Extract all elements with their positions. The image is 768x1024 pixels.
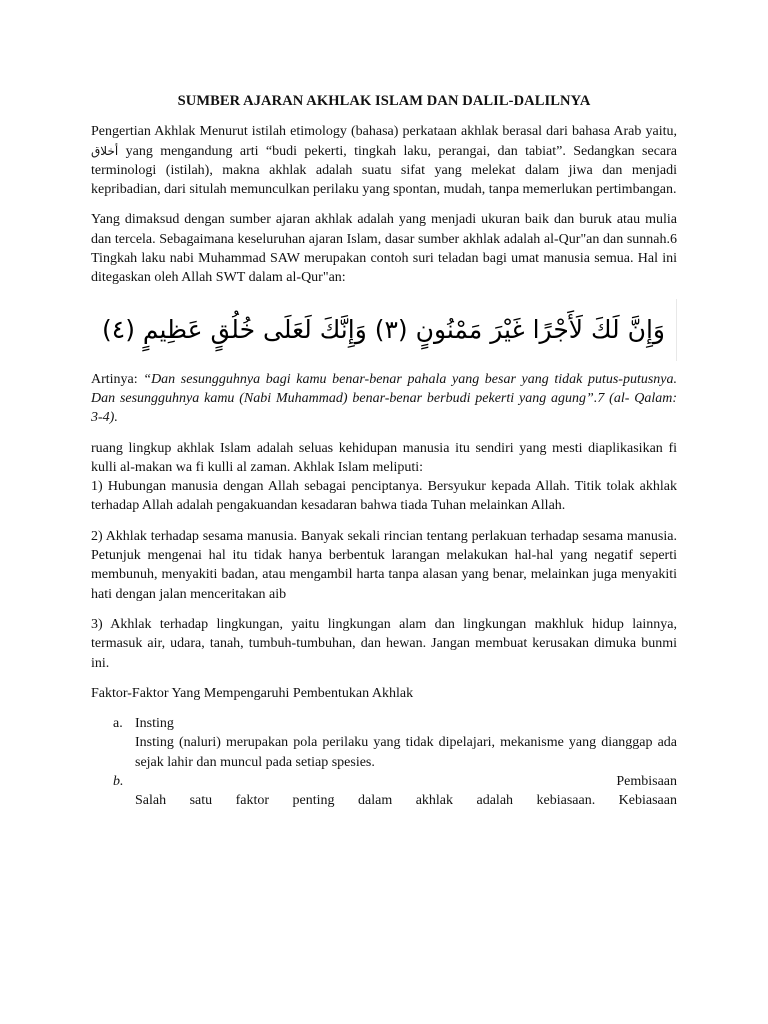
document-title: SUMBER AJARAN AKHLAK ISLAM DAN DALIL-DALILNYA bbox=[177, 93, 591, 109]
translation-label: Artinya: bbox=[91, 371, 138, 387]
paragraph-source: Yang dimaksud dengan sumber ajaran akhlak adalah yang menjadi ukuran baik dan buruk atau mulia dan tercela. Sebagaimana keseluruhan ajaran Islam, dasar sumber akhlak adalah al-Qur"an dan sunnah.6 Tingkah laku nabi Muhammad SAW merupakan contoh suri teladan bagi umat manusia semua. Hal ini ditegaskan oleh Allah SWT dalam al-Qur"an: bbox=[91, 212, 677, 286]
paragraph-definition-part1: Pengertian Akhlak Menurut istilah etimology (bahasa) perkataan akhlak berasal dari bahasa Arab yaitu, bbox=[91, 124, 677, 140]
paragraph-point3: 3) Akhlak terhadap lingkungan, yaitu lingkungan alam dan lingkungan makhluk hidup lainnya, termasuk air, udara, tanah, tumbuh-tumbuhan, dan hewan. Jangan membuat kerusakan dimuka bunmi ini. bbox=[91, 616, 677, 671]
list-marker: b. bbox=[113, 774, 124, 790]
translation-text: “Dan sesungguhnya bagi kamu benar-benar pahala yang besar yang tidak putus-putusnya. Dan sesungguhnya kamu (Nabi Muhammad) benar-benar berbudi pekerti yang agung”. bbox=[91, 371, 678, 406]
section-heading-factors: Faktor-Faktor Yang Mempengaruhi Pembentukan Akhlak bbox=[91, 685, 414, 701]
paragraph-point2: 2) Akhlak terhadap sesama manusia. Banyak sekali rincian tentang perlakuan terhadap sesama manusia. Petunjuk mengenai hal itu tidak hanya berbentuk larangan melakukan hal-hal yang negatif seperti membunuh, menyakiti badan, atau mengambil harta tanpa alasan yang benar, melainkan juga menyakiti hati dengan jalan menceritakan aib bbox=[91, 528, 677, 602]
paragraph-definition-part2: yang mengandung arti “budi pekerti, tingkah laku, perangai, dan tabiat”. Sedangkan secara terminologi (istilah), makna akhlak adalah suatu sifat yang melekat dalam jiwa dan menjadi kepribadian, dari situlah memunculkan perilaku yang spontan, mudah, tanpa memerlukan pertimbangan. bbox=[91, 143, 678, 198]
paragraph-definition bbox=[91, 122, 677, 199]
paragraph-scope-point1: 1) Hubungan manusia dengan Allah sebagai penciptanya. Bersyukur kepada Allah. Titik tolak akhlak terhadap Allah adalah pengakuandan kesadaran bahwa tiada Tuhan melainkan Allah. bbox=[91, 479, 677, 514]
list-item-body: Insting (naluri) merupakan pola perilaku yang tidak dipelajari, mekanisme yang dianggap ada sejak lahir dan muncul pada setiap spesies. bbox=[135, 735, 677, 770]
list-marker: a. bbox=[113, 716, 123, 732]
paragraph-scope bbox=[91, 439, 677, 516]
verse-translation bbox=[91, 370, 677, 428]
list-item bbox=[91, 772, 677, 811]
translation-reference: 7 (al- Qalam: 3-4). bbox=[91, 390, 677, 426]
list-item-heading: Insting bbox=[135, 716, 174, 732]
arabic-word-akhlaq: أخلاق bbox=[91, 143, 119, 158]
quran-verse-block bbox=[91, 299, 677, 361]
list-item-heading: Pembisaan bbox=[616, 774, 677, 790]
factor-list bbox=[91, 714, 677, 810]
list-item bbox=[91, 714, 677, 772]
quran-verse-text: وَإِنَّ لَكَ لَأَجْرًا غَيْرَ مَمْنُونٍ (٣) وَإِنَّكَ لَعَلَى خُلُقٍ عَظِيمٍ (٤) bbox=[102, 315, 665, 345]
list-item-body: Salah satu faktor penting dalam akhlak adalah kebiasaan. Kebiasaan bbox=[135, 793, 677, 809]
paragraph-scope-intro: ruang lingkup akhlak Islam adalah seluas kehidupan manusia itu sendiri yang mesti diaplikasikan fi kulli al-makan wa fi kulli al zaman. Akhlak Islam meliputi: bbox=[91, 440, 677, 475]
